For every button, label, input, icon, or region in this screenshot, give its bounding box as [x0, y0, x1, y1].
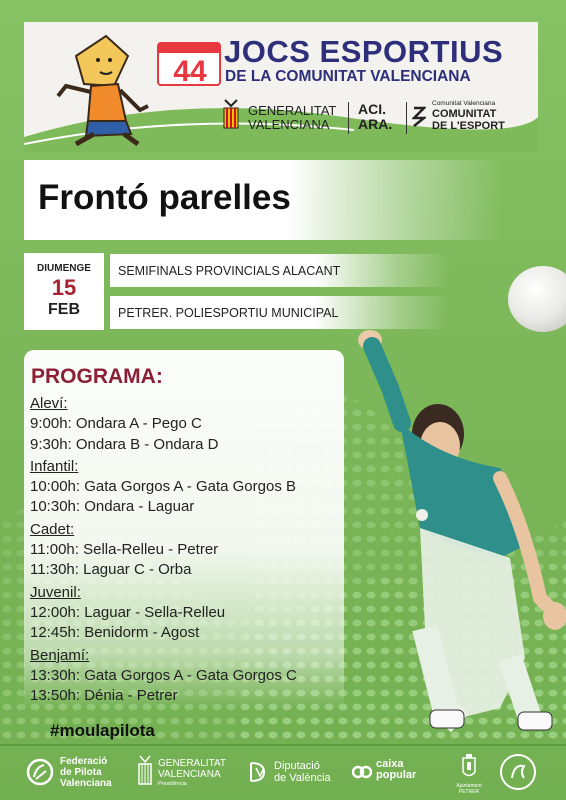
- diputacio-logo-icon: [248, 760, 268, 784]
- date-month: FEB: [48, 301, 80, 318]
- generalitat-crest-icon: [222, 98, 240, 138]
- phase-text: SEMIFINALS PROVINCIALS ALACANT: [118, 264, 341, 278]
- cde-line2: DE L'ESPORT: [432, 120, 505, 132]
- category-label: Cadet:: [30, 520, 75, 538]
- phase-bar: [110, 254, 450, 287]
- fpv-line3: Valenciana: [60, 778, 112, 789]
- generalitat-footer-text: [158, 758, 226, 780]
- caixa-popular-icon: [352, 762, 372, 782]
- petrer-text: Ajuntament PETRER: [456, 783, 482, 795]
- match-item: 10:00h: Gata Gorgos A - Gata Gorgos B: [30, 478, 296, 496]
- comunitat-esport-icon: [412, 106, 426, 128]
- sponsor-footer: [0, 744, 566, 800]
- match-item: 9:30h: Ondara B - Ondara D: [30, 435, 219, 453]
- petrer-crest-icon: [462, 754, 476, 780]
- match-item: 10:30h: Ondara - Laguar: [30, 498, 195, 516]
- aci-ara-logo: [358, 102, 392, 132]
- generalitat-line2: VALENCIANA: [248, 117, 330, 132]
- date-weekday: DIUMENGE: [37, 263, 91, 274]
- date-box: [24, 253, 104, 330]
- venue-bar: [110, 296, 450, 329]
- generalitat-crest-icon: [138, 754, 152, 788]
- fpv-line1: Federació: [60, 756, 108, 767]
- runner-mascot-illustration: [36, 26, 151, 146]
- match-item: 12:45h: Benidorm - Agost: [30, 624, 200, 642]
- header-title: JOCS ESPORTIUS: [224, 34, 504, 69]
- match-item: 13:50h: Dénia - Petrer: [30, 687, 178, 705]
- category-label: Benjamí:: [30, 646, 90, 664]
- program-heading: PROGRAMA:: [31, 365, 163, 388]
- category-label: Juvenil:: [30, 583, 81, 601]
- fpv-logo-icon: [26, 757, 54, 787]
- circular-emblem-icon: [500, 754, 536, 790]
- event-title: Frontó parelles: [38, 178, 291, 217]
- category-label: Infantil:: [30, 457, 79, 475]
- date-day: 15: [51, 275, 77, 300]
- dip-line2: de València: [274, 772, 331, 784]
- pilota-player-illustration: [350, 328, 566, 748]
- fpv-line2: de Pilota: [60, 767, 102, 778]
- caixa-text: [376, 759, 416, 781]
- edition-badge: [156, 41, 224, 87]
- caixa-line1: caixa: [376, 758, 404, 770]
- divider: [406, 102, 407, 134]
- match-item: 11:00h: Sella-Relleu - Petrer: [30, 541, 219, 559]
- gv-footer-line1: GENERALITAT: [158, 758, 226, 769]
- generalitat-text: [248, 104, 336, 132]
- footer-divider: [0, 744, 566, 746]
- fpv-text: [60, 756, 112, 789]
- aci-text: ACI.: [358, 101, 386, 117]
- header-subtitle: DE LA COMUNITAT VALENCIANA: [225, 68, 471, 85]
- match-item: 11:30h: Laguar C - Orba: [30, 561, 192, 579]
- match-item: 9:00h: Ondara A - Pego C: [30, 415, 202, 433]
- cde-line1: COMUNITAT: [432, 108, 497, 120]
- program-list: [30, 394, 297, 706]
- diputacio-text: [274, 760, 331, 784]
- caixa-line2: popular: [376, 769, 417, 781]
- cde-text: [432, 108, 505, 132]
- cde-small-text: Comunitat Valenciana: [432, 100, 496, 107]
- program-panel: [24, 350, 344, 710]
- generalitat-line1: GENERALITAT: [248, 103, 337, 118]
- edition-number: 44: [173, 55, 207, 87]
- gv-footer-line2: VALENCIANA: [158, 769, 221, 780]
- match-item: 12:00h: Laguar - Sella-Relleu: [30, 603, 226, 621]
- venue-text: PETRER. POLIESPORTIU MUNICIPAL: [118, 306, 339, 320]
- dip-line1: Diputació: [274, 760, 320, 772]
- ara-text: ARA.: [358, 116, 393, 132]
- hashtag: #moulapilota: [50, 721, 155, 740]
- divider: [348, 102, 349, 134]
- category-label: Aleví:: [30, 395, 68, 412]
- gv-footer-sub: Presidència: [158, 781, 187, 787]
- event-title-box: [24, 160, 504, 240]
- match-item: 13:30h: Gata Gorgos A - Gata Gorgos C: [30, 666, 297, 684]
- header-banner: [24, 22, 538, 152]
